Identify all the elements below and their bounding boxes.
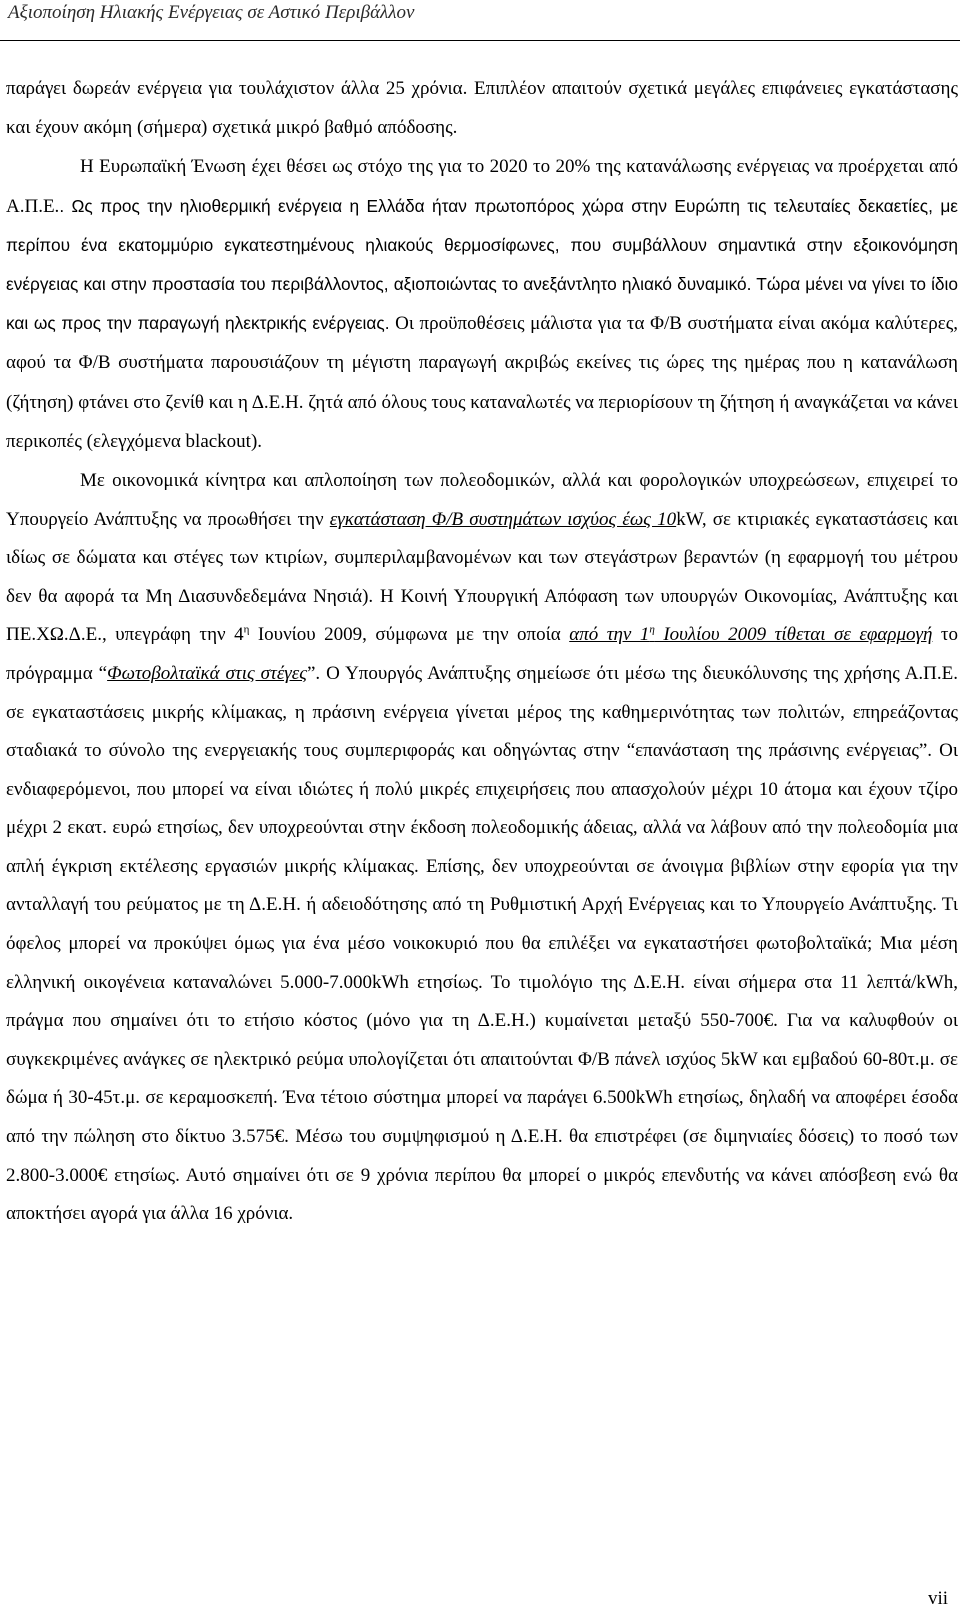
link-pv-on-roofs[interactable]: Φωτοβολταϊκά στις στέγες	[107, 662, 307, 684]
page-number: vii	[927, 1588, 948, 1609]
paragraph-2-text-c: Οι προϋποθέσεις μάλιστα για τα Φ/Β συστήματα είναι ακόμα καλύτερες, αφού τα Φ/Β συστήματα παρουσιάζουν τη μέγιστη παραγωγή ακριβώς εκείνες τις ώρες της ημέρας που η κατανάλωση (ζήτηση) φτάνει στο ζενίθ και η Δ.Ε.Η. ζητά από όλους τους καταναλωτές να περιορίσουν τη ζήτηση ή αναγκάζεται να κάνει περικοπές (ελεγχόμενα blackout).	[6, 312, 958, 453]
paragraph-1	[6, 70, 958, 147]
document-body	[6, 70, 958, 1234]
paragraph-3-text-b: kW, σε κτιριακές εγκαταστάσεις και ιδίως σε δώματα και στέγες των κτιρίων, συμπεριλαμβανομένων και των στεγάστρων βεραντών (η εφαρμογή του μέτρου δεν θα αφορά τα Μη Διασυνδεδεμάνα Νησιά). Η Κοινή Υπουργική Απόφαση των υπουργών Οικονομίας, Ανάπτυξης και ΠΕ.ΧΩ.Δ.Ε., υπεγράφη την 4	[6, 508, 958, 646]
page-header	[0, 0, 960, 41]
paragraph-2-text-b: . Ως προς την ηλιοθερμική ενέργεια η Ελλάδα ήταν πρωτοπόρος χώρα στην Ευρώπη τις τελευταίες δεκαετίες, με περίπου ένα εκατομμύριο εγκατεστημένους ηλιακούς θερμοσίφωνες, που συμβάλλουν σημαντικά στην εξοικονόμηση ενέργειας και στην προστασία του περιβάλλοντος, αξιοποιώντας το ανεξάντλητο ηλιακό δυναμικό. Τώρα μένει να γίνει το ίδιο και ως προς την παραγωγή ηλεκτρικής ενέργειας.	[6, 195, 958, 333]
superscript-eta-2: η	[649, 623, 655, 636]
paragraph-2	[6, 147, 958, 462]
link-effective-date-b: Ιουλίου 2009 τίθεται σε εφαρμογή	[654, 624, 933, 646]
paragraph-3-text-d: το πρόγραμμα “	[6, 624, 959, 684]
header-title: Αξιοποίηση Ηλιακής Ενέργειας σε Αστικό Περιβάλλον	[8, 2, 415, 23]
paragraph-1-text: παράγει δωρεάν ενέργεια για τουλάχιστον άλλα 25 χρόνια. Επιπλέον απαιτούν σχετικά μεγάλες επιφάνειες εγκατάστασης και έχουν ακόμη (σήμερα) σχετικά μικρό βαθμό απόδοσης.	[6, 78, 958, 138]
paragraph-3-text-c: Ιουνίου 2009, σύμφωνα με την οποία	[249, 624, 570, 646]
paragraph-3-text-a: Με οικονομικά κίνητρα και απλοποίηση των πολεοδομικών, αλλά και φορολογικών υποχρεώσεων, επιχειρεί το Υπουργείο Ανάπτυξης να προωθήσει την	[6, 469, 958, 530]
superscript-eta: η	[243, 623, 250, 636]
link-pv-installation[interactable]: εγκατάσταση Φ/Β συστημάτων ισχύος έως 10	[329, 508, 677, 530]
link-effective-date[interactable]	[569, 624, 932, 645]
paragraph-3-text-e: ”. Ο Υπουργός Ανάπτυξης σημείωσε ότι μέσω της διευκόλυνσης της χρήσης Α.Π.Ε. σε εγκαταστάσεις μικρής κλίμακας, η πράσινη ενέργεια γίνεται μέρος της καθημερινότητας των πολιτών, επηρεάζοντας σταδιακά το σύνολο της ενεργειακής τους συμπεριφοράς και οδηγώντας στην “επανάσταση της πράσινης ενέργειας”. Οι ενδιαφερόμενοι, που μπορεί να είναι ιδιώτες ή πολύ μικρές επιχειρήσεις που απασχολούν μέχρι 10 άτομα και έχουν τζίρο μέχρι 2 εκατ. ευρώ ετησίως, δεν υποχρεούνται στην έκδοση πολεοδομικής άδειας, αλλά να λάβουν από την πολεοδομία μια απλή έγκριση εκτέλεσης εργασιών μικρής κλίμακας. Επίσης, δεν υποχρεούνται σε άνοιγμα βιβλίων στην εφορία για την ανταλλαγή του ρεύματος με τη Δ.Ε.Η. ή αδειοδότησης από τη Ρυθμιστική Αρχή Ενέργειας και το Υπουργείο Ανάπτυξης. Τι όφελος μπορεί να προκύψει όμως για ένα μέσο νοικοκυριό που θα επιλέξει να εγκαταστήσει φωτοβολταϊκά; Μια μέση ελληνική οικογένεια καταναλώνει 5.000-7.000kWh ετησίως. Το τιμολόγιο της Δ.Ε.Η. είναι σήμερα στα 11 λεπτά/kWh, πράγμα που σημαίνει ότι το ετήσιο κόστος (μόνο για τη Δ.Ε.Η.) κυμαίνεται μεταξύ 550-700€. Για να καλυφθούν οι συγκεκριμένες ανάγκες σε ηλεκτρικό ρεύμα υπολογίζεται ότι απαιτούνται Φ/Β πάνελ ισχύος 5kW και εμβαδού 60-80τ.μ. σε δώμα ή 30-45τ.μ. σε κεραμοσκεπή. Ένα τέτοιο σύστημα μπορεί να παράγει 6.500kWh ετησίως, δηλαδή να αποφέρει έσοδα από την πώληση στο δίκτυο 3.575€. Μέσω του συμψηφισμού η Δ.Ε.Η. θα επιστρέφει (σε διμηνιαίες δόσεις) το ποσό των 2.800-3.000€ ετησίως. Αυτό σημαίνει ότι σε 9 χρόνια περίπου θα μπορεί ο μικρός επενδυτής να κάνει απόσβεση ενώ θα αποκτήσει αγορά για άλλα 16 χρόνια.	[6, 662, 958, 1225]
paragraph-3	[6, 462, 958, 1234]
link-effective-date-a: από την 1	[569, 624, 650, 646]
paragraph-2-text-a: Η Ευρωπαϊκή Ένωση έχει θέσει ως στόχο της για το 2020 το 20% της κατανάλωσης ενέργειας να προέρχεται από Α.Π.Ε.	[6, 156, 958, 217]
